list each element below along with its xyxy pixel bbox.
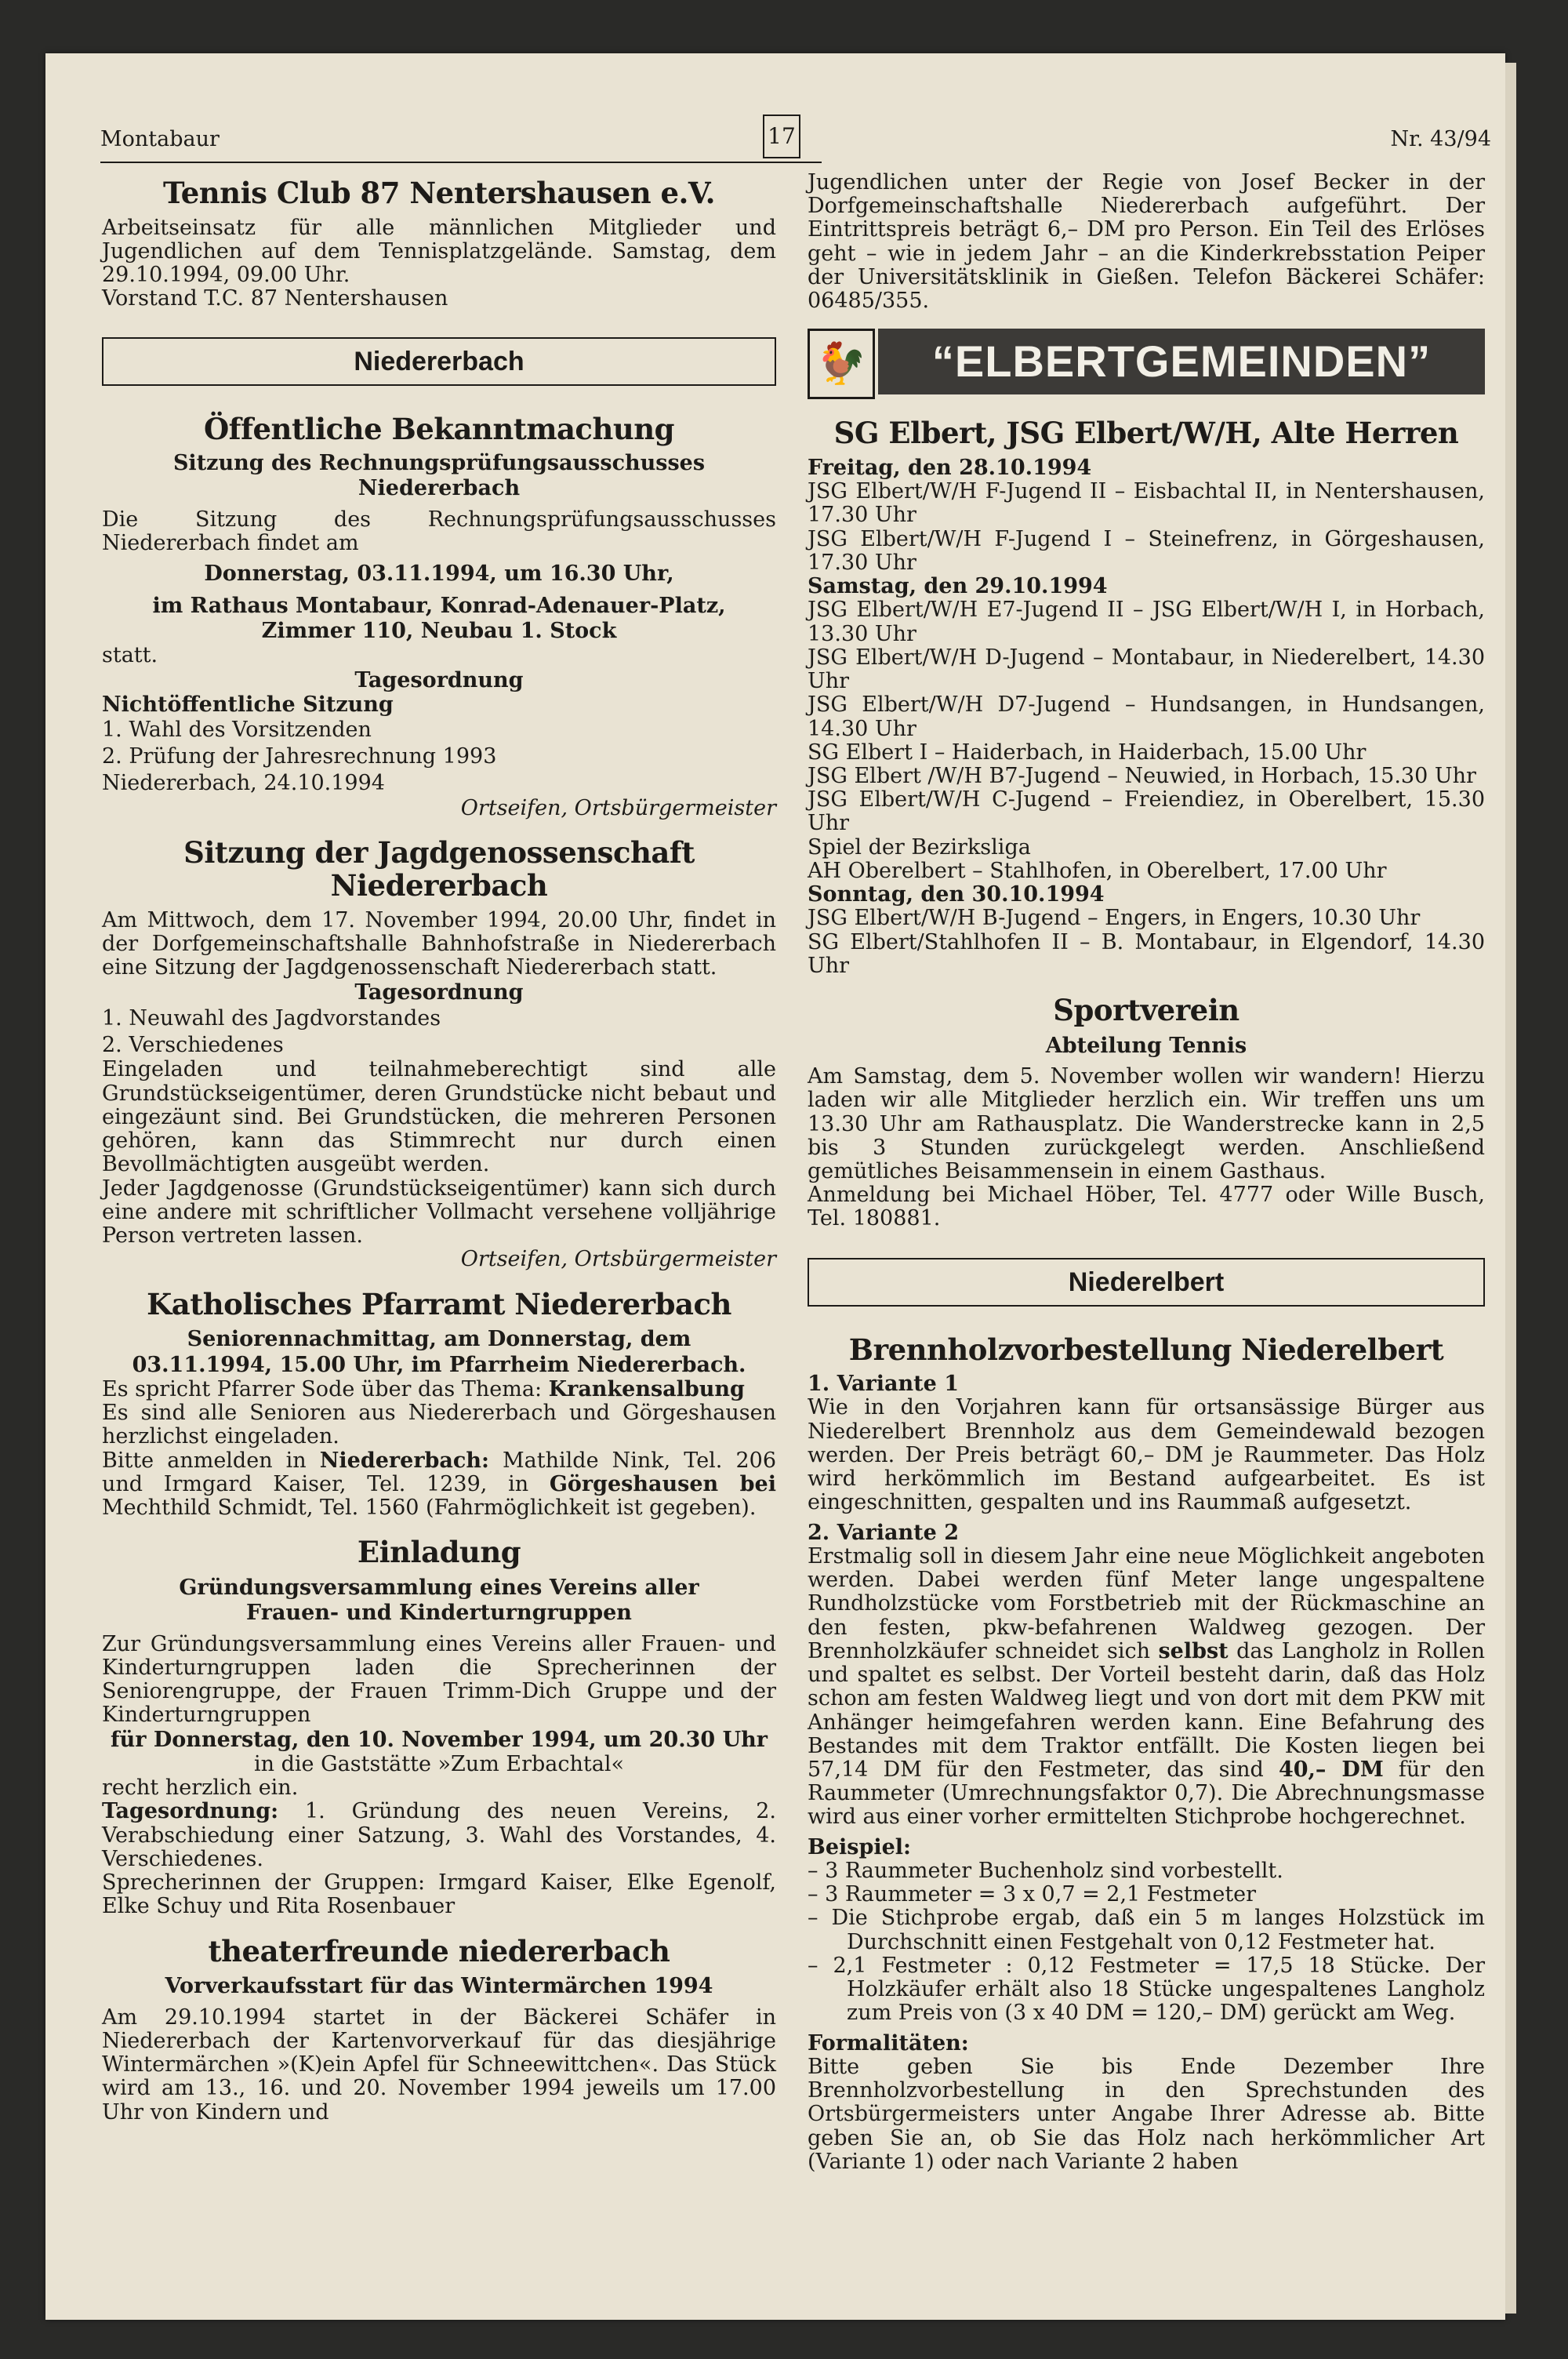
agenda-item: 1. Neuwahl des Jagdvorstandes — [102, 1005, 441, 1030]
sg-title: SG Elbert, JSG Elbert/W/H, Alte Herren — [833, 416, 1459, 451]
brennholz-formal-label: Formalitäten: — [808, 2030, 969, 2055]
v2-e: für den Raummeter (Umrechnungsfaktor 0,7). Die Abrechnungsmasse wird aus einer vorher ermittelten Stichprobe hochgerechnet. — [808, 1757, 1485, 1830]
bekanntmachung-agenda: Tagesordnung — [354, 667, 524, 692]
v2-d: 40,– DM — [1278, 1757, 1384, 1782]
brennholz-title: Brennholzvorbestellung Niederelbert — [848, 1332, 1444, 1367]
pfarramt-text1-a: Es spricht Pfarrer Sode über das Thema: — [102, 1376, 549, 1401]
brennholz-v2-label: 2. Variante 2 — [808, 1520, 959, 1545]
example-item: – 3 Raummeter Buchenholz sind vorbestellt. — [808, 1858, 1283, 1883]
right-column — [808, 171, 1485, 2174]
fixture: JSG Elbert/W/H E7-Jugend II – JSG Elbert/W/H I, in Horbach, 13.30 Uhr — [808, 598, 1485, 646]
fixture: JSG Elbert/W/H C-Jugend – Freiendiez, in Oberelbert, 15.30 Uhr — [808, 787, 1485, 836]
tennis-text: Arbeitseinsatz für alle männlichen Mitglieder und Jugendlichen auf dem Tennisplatzgelände. Samstag, dem 29.10.1994, 09.00 Uhr. — [102, 215, 776, 288]
jagd-signature: Ortseifen, Ortsbürgermeister — [460, 1247, 776, 1272]
bekanntmachung-date: Donnerstag, 03.11.1994, um 16.30 Uhr, — [204, 562, 674, 587]
fixture: Spiel der Bezirksliga — [808, 834, 1031, 860]
einladung-subtitle: Gründungsversammlung eines Vereins aller Frauen- und Kinderturngruppen — [179, 1575, 699, 1626]
tennis-signature: Vorstand T.C. 87 Nentershausen — [102, 286, 448, 311]
fixture: SG Elbert/Stahlhofen II – B. Montabaur, in Elgendorf, 14.30 Uhr — [808, 929, 1485, 978]
rooster-icon: 🐓 — [808, 329, 875, 399]
brennholz-example-label: Beispiel: — [808, 1834, 911, 1859]
elbertgemeinden-title: “ELBERTGEMEINDEN” — [878, 329, 1485, 394]
brennholz-formal-text: Bitte geben Sie bis Ende Dezember Ihre Brennholzvorbestellung in den Sprechstunden des Ortsbürgermeisters unter Angabe Ihrer Adresse ab. Bitte geben Sie an, ob Sie das Holz nach herkömmlicher Art (Variante 1) oder nach Variante 2 haben — [808, 2054, 1485, 2174]
jagd-title: Sitzung der Jagdgenossenschaft Niedererbach — [183, 834, 695, 903]
jagd-intro: Am Mittwoch, dem 17. November 1994, 20.00 Uhr, findet in der Dorfgemeinschaftshalle Bahnhofstraße in Niedererbach eine Sitzung der Jagdgenossenschaft Niedererbach statt. — [102, 907, 776, 980]
fixture: JSG Elbert /W/H B7-Jugend – Neuwied, in Horbach, 15.30 Uhr — [808, 764, 1476, 788]
pfarramt-text3 — [102, 1449, 776, 1521]
fixture: SG Elbert I – Haiderbach, in Haiderbach, 15.00 Uhr — [808, 740, 1367, 765]
brennholz-v2-text — [808, 1545, 1485, 1830]
fixture: JSG Elbert/W/H F-Jugend I – Steinefrenz, in Görgeshausen, 17.30 Uhr — [808, 526, 1485, 575]
issue-number: Nr. 43/94 — [1390, 127, 1491, 151]
pfarramt-text2: Es sind alle Senioren aus Niedererbach und Görgeshausen herzlichst eingeladen. — [102, 1401, 776, 1449]
bekanntmachung-dateline: Niedererbach, 24.10.1994 — [102, 770, 385, 795]
jagd-text1: Eingeladen und teilnahmeberechtigt sind alle Grundstückseigentümer, deren Grundstücke nicht bebaut und eingezäunt sind. Bei Grundstücken, die mehreren Personen gehören, kann das Stimmrecht nur durch einen Bevollmächtigten ausgeübt werden. — [102, 1057, 776, 1177]
sg-saturday: Samstag, den 29.10.1994 — [808, 574, 1108, 599]
v2-c: das Langholz in Rollen und spaltet es selbst. Der Vorteil besteht darin, daß das Holz schon am festen Waldweg liegt und von dort mit dem PKW mit Anhänger heimgefahren werden kann. Eine Befahrung des Bestandes mit dem Traktor entfällt. Die Kosten liegen bei 57,14 DM für den Festmeter, das sind — [808, 1638, 1485, 1782]
bekanntmachung-statt: statt. — [102, 643, 158, 668]
einladung-agenda-label: Tagesordnung: — [102, 1799, 279, 1824]
einladung-text3: Sprecherinnen der Gruppen: Irmgard Kaiser, Elke Egenolf, Elke Schuy und Rita Rosenbauer — [102, 1870, 776, 1919]
page-number: 17 — [763, 114, 800, 158]
page-header — [55, 72, 1491, 166]
einladung-date: für Donnerstag, den 10. November 1994, um 20.30 Uhr — [111, 1727, 768, 1752]
brennholz-v1-label: 1. Variante 1 — [808, 1372, 959, 1397]
example-item: – Die Stichprobe ergab, daß ein 5 m langes Holzstück im Durchschnitt einen Festgehalt von 0,12 Festmeter hat. — [808, 1906, 1485, 1954]
v2-b: selbst — [1158, 1638, 1229, 1663]
theater-subtitle: Vorverkaufsstart für das Wintermärchen 1994 — [165, 1974, 713, 1999]
pfarramt-text3-b: Niedererbach: — [319, 1448, 489, 1473]
example-item: – 3 Raummeter = 3 x 0,7 = 2,1 Festmeter — [808, 1882, 1257, 1907]
bekanntmachung-place: im Rathaus Montabaur, Konrad-Adenauer-Platz, Zimmer 110, Neubau 1. Stock — [152, 593, 726, 644]
section-header-niedererbach: Niedererbach — [102, 337, 776, 386]
pfarramt-text3-c: Mathilde Nink, Tel. 206 und Irmgard Kaiser, Tel. 1239, in — [102, 1448, 776, 1496]
pfarramt-text3-a: Bitte anmelden in — [102, 1448, 320, 1473]
section-header-niederelbert: Niederelbert — [808, 1258, 1485, 1307]
einladung-title: Einladung — [357, 1535, 521, 1570]
einladung-agenda-text: 1. Gründung des neuen Vereins, 2. Verabschiedung einer Satzung, 3. Wahl des Vorstandes, 4. Verschiedenes. — [102, 1799, 776, 1871]
sport-text2: Anmeldung bei Michael Höber, Tel. 4777 oder Wille Busch, Tel. 180881. — [808, 1183, 1485, 1231]
theater-continued-text: Jugendlichen unter der Regie von Josef Becker in der Dorfgemeinschaftshalle Niedererbach aufgeführt. Der Eintrittspreis beträgt 6,– DM pro Person. Ein Teil des Erlöses geht – wie in jedem Jahr – an die Kinderkrebsstation Peiper der Universitätsklinik in Gießen. Telefon Bäckerei Schäfer: 06485/355. — [808, 170, 1485, 314]
pfarramt-text3-d: Görgeshausen bei — [549, 1471, 776, 1496]
header-rule — [100, 162, 822, 163]
einladung-agenda — [102, 1800, 776, 1871]
tennis-title: Tennis Club 87 Nentershausen e.V. — [162, 176, 716, 210]
einladung-place: in die Gaststätte »Zum Erbachtal« — [254, 1751, 624, 1776]
sg-friday: Freitag, den 28.10.1994 — [808, 455, 1092, 480]
pfarramt-text1 — [102, 1378, 776, 1401]
agenda-item: 1. Wahl des Vorsitzenden — [102, 718, 372, 743]
einladung-text1: Zur Gründungsversammlung eines Vereins aller Frauen- und Kinderturngruppen laden die Sprecherinnen der Seniorengruppe, der Frauen Trimm-Dich Gruppe und der Kinderturngruppen — [102, 1631, 776, 1728]
sport-subtitle: Abteilung Tennis — [1045, 1033, 1247, 1058]
brennholz-v1-text: Wie in den Vorjahren kann für ortsansässige Bürger aus Niederelbert Brennholz aus dem Gemeindewald bezogen werden. Der Preis beträgt 60,– DM je Raummeter. Das Holz wird herkömmlich im Bestand aufgearbeitet. Es ist eingeschnitten, gespalten und ins Raummaß aufgesetzt. — [808, 1395, 1485, 1515]
example-list — [808, 1859, 1485, 2026]
pfarramt-text1-b: Krankensalbung — [548, 1376, 745, 1401]
pfarramt-subtitle: Seniorennachmittag, am Donnerstag, dem 03.11.1994, 15.00 Uhr, im Pfarrheim Niedererbach. — [132, 1327, 746, 1377]
einladung-text2: recht herzlich ein. — [102, 1776, 299, 1801]
fixture: JSG Elbert/W/H D7-Jugend – Hundsangen, in Hundsangen, 14.30 Uhr — [808, 692, 1485, 741]
sport-text: Am Samstag, dem 5. November wollen wir wandern! Hierzu laden wir alle Mitglieder herzlich ein. Wir treffen uns um 13.30 Uhr am Rathausplatz. Die Wanderstrecke kann in 2,5 bis 3 Stunden zurückgelegt werden. Anschließend gemütliches Beisammensein in einem Gasthaus. — [808, 1064, 1485, 1183]
bekanntmachung-subtitle: Sitzung des Rechnungsprüfungsausschusses Niedererbach — [172, 451, 706, 501]
fixture: JSG Elbert/W/H B-Jugend – Engers, in Engers, 10.30 Uhr — [808, 906, 1421, 931]
agenda-item: 2. Verschiedenes — [102, 1032, 284, 1057]
bekanntmachung-title: Öffentliche Bekanntmachung — [203, 412, 675, 447]
bekanntmachung-nonpublic: Nichtöffentliche Sitzung — [102, 692, 394, 718]
header-town: Montabaur — [100, 127, 220, 151]
agenda-item: 2. Prüfung der Jahresrechnung 1993 — [102, 744, 497, 769]
bekanntmachung-signature: Ortseifen, Ortsbürgermeister — [460, 795, 776, 820]
fixture: AH Oberelbert – Stahlhofen, in Oberelbert, 17.00 Uhr — [808, 858, 1387, 883]
elbertgemeinden-banner — [808, 329, 1485, 401]
pfarramt-title: Katholisches Pfarramt Niedererbach — [147, 1286, 731, 1321]
v2-a: Erstmalig soll in diesem Jahr eine neue Möglichkeit angeboten werden. Dabei werden fünf Meter lange ungespaltene Rundholzstücke vom Forstbetrieb mit der Rückmaschine an den festen, pkw-befahrenen Waldweg gezogen. Der Brennholzkäufer schneidet sich — [808, 1543, 1485, 1663]
jagd-text2: Jeder Jagdgenosse (Grundstückseigentümer) kann sich durch eine andere mit schriftlicher Vollmacht versehene volljährige Person vertreten lassen. — [102, 1176, 776, 1249]
bekanntmachung-intro: Die Sitzung des Rechnungsprüfungsausschusses Niedererbach findet am — [102, 507, 776, 556]
jagd-agenda: Tagesordnung — [354, 980, 524, 1005]
fixture: JSG Elbert/W/H F-Jugend II – Eisbachtal II, in Nentershausen, 17.30 Uhr — [808, 479, 1485, 528]
pfarramt-text3-e: Mechthild Schmidt, Tel. 1560 (Fahrmöglichkeit ist gegeben). — [102, 1496, 757, 1521]
theater-text: Am 29.10.1994 startet in der Bäckerei Schäfer in Niedererbach der Kartenvorverkauf für das diesjährige Wintermärchen »(K)ein Apfel für Schneewittchen«. Das Stück wird am 13., 16. und 20. November 1994 jeweils um 17.00 Uhr von Kindern und — [102, 2005, 776, 2125]
example-item: – 2,1 Festmeter : 0,12 Festmeter = 17,5 18 Stücke. Der Holzkäufer erhält also 18 Stücke ungespaltenes Langholz zum Preis von (3 x 40 DM = 120,– DM) gerückt am Weg. — [808, 1953, 1485, 2026]
sport-title: Sportverein — [1053, 993, 1240, 1028]
theater-title: theaterfreunde niedererbach — [208, 1933, 670, 1968]
fixture: JSG Elbert/W/H D-Jugend – Montabaur, in Niederelbert, 14.30 Uhr — [808, 645, 1485, 694]
page-edge — [1505, 63, 1516, 2314]
sg-sunday: Sonntag, den 30.10.1994 — [808, 882, 1105, 907]
left-column — [102, 176, 776, 2125]
